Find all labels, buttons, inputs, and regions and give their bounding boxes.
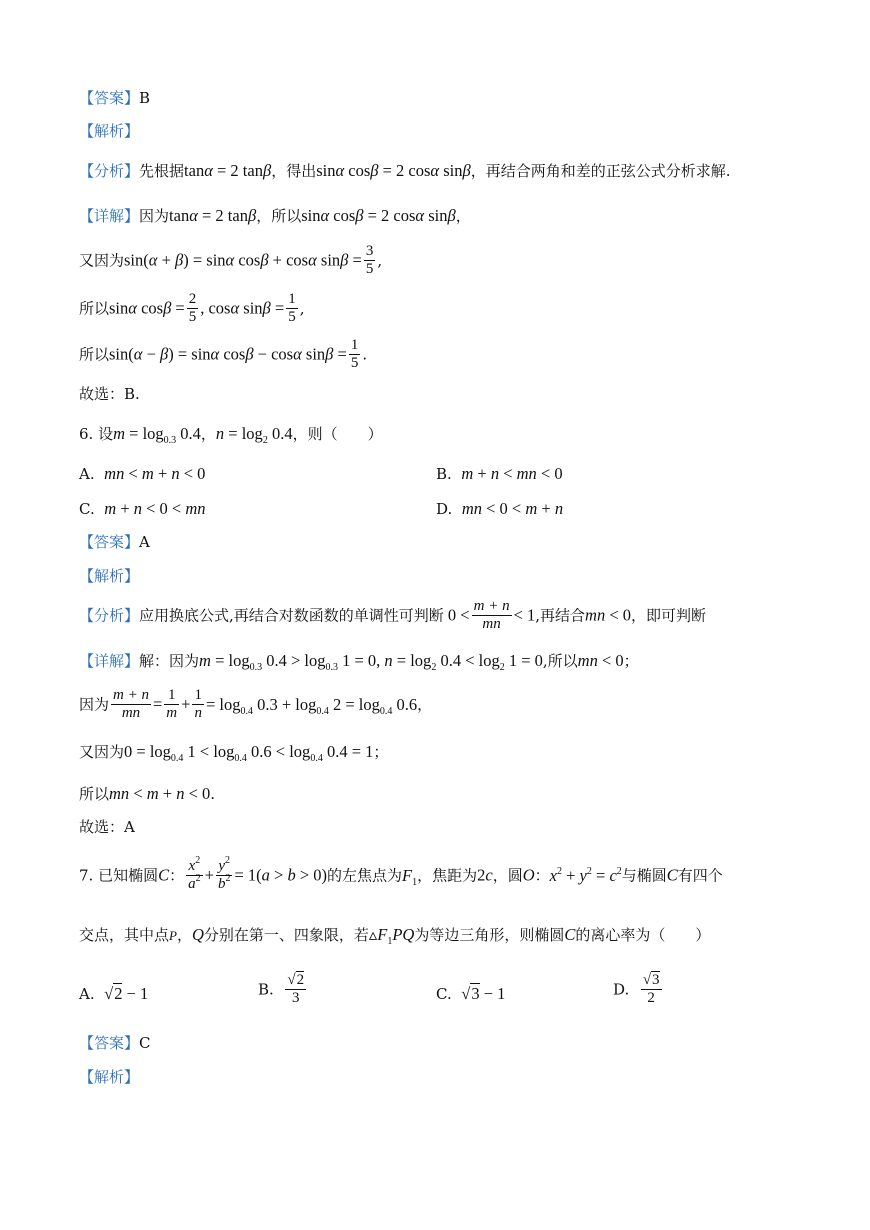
q5-choose: 故选：B.	[79, 385, 140, 403]
q7-option-a: A. √2 − 1	[79, 984, 149, 1003]
q7-option-b: B. $\frac{√2}{3}$	[258, 972, 305, 1007]
q5-fenxi: 【分析】先根据tanα = 2 tanβ，得出sinα cosβ = 2 cosα sinβ，再结合两角和差的正弦公式分析求解.	[79, 161, 731, 180]
q7-option-c: C. √3 − 1	[436, 984, 506, 1003]
q6-option-c: C. m + n < 0 < mn	[79, 499, 206, 518]
q5-answer	[79, 91, 150, 106]
q6-line4: 所以mn < m + n < 0.	[79, 784, 216, 803]
q7-answer: 【答案】C	[79, 1034, 151, 1052]
q7-stem-line1: 7. 已知椭圆C： $\frac{x^2}{a^2}$ + $\frac{y^2}{b^2}$ = 1(a > b > 0)的左焦点为$F_1$，焦距为2c，圆O：$x^2 + y^2 = c^2$与椭圆C有四个	[79, 855, 723, 893]
formula: tanα = 2 tanβ	[184, 161, 272, 180]
q6-option-a: A. mn < m + n < 0	[79, 464, 206, 483]
q5-line4: 所以sin(α − β) = sinα cosβ − cosα sinβ = $\frac{1}{5}$ .	[79, 337, 368, 372]
q7-stem-line2: 交点，其中点P，Q分别在第一、四象限，若$▵F_1PQ$为等边三角形，则椭圆C的离心率为（ ）	[79, 925, 711, 947]
q6-choose: 故选：A	[79, 818, 135, 836]
q6-answer: 【答案】A	[79, 533, 150, 551]
formula: sinα cosβ = 2 cosα sinβ	[316, 161, 471, 180]
q6-line2: 因为 $\frac{m + n}{mn}$ = $\frac{1}{m}$ + $\frac{1}{n}$ = $\log_{0.4} 0.3 + \log_{0.4} 2 = \log_{0.4} 0.6$，	[79, 687, 433, 722]
analysis-tag: 【解析】	[79, 567, 140, 585]
analysis-tag: 【解析】	[79, 122, 140, 140]
q6-stem: 6. 设$m = \log_{0.3} 0.4$，$n = \log_2 0.4$，则（ ）	[79, 424, 383, 446]
q6-fenxi: 【分析】应用换底公式,再结合对数函数的单调性可判断 0 < $\frac{m + n}{mn}$ < 1,再结合mn < 0，即可判断	[79, 598, 707, 633]
analysis-tag: 【解析】	[79, 1068, 140, 1086]
q6-line3: 又因为$0 = \log_{0.4} 1 < \log_{0.4} 0.6 < \log_{0.4} 0.4 = 1$；	[79, 742, 389, 764]
q5-line3: 所以sinα cosβ = $\frac{2}{5}$ , cosα sinβ = $\frac{1}{5}$ ,	[79, 291, 305, 326]
q6-option-b: B. m + n < mn < 0	[436, 464, 563, 483]
q7-option-d: D. $\frac{√3}{2}$	[613, 972, 660, 1007]
q6-xiangjie: 【详解】解：因为$m = \log_{0.3} 0.4 > \log_{0.3} 1 = 0$, $n = \log_2 0.4 < \log_2 1 = 0$,所以mn < 0；	[79, 651, 639, 673]
answer-tag: 【答案】	[79, 89, 140, 107]
q5-line2: 又因为sin(α + β) = sinα cosβ + cosα sinβ = $\frac{3}{5}$ ,	[79, 243, 383, 278]
answer-value: B	[139, 89, 151, 107]
q5-xiangjie: 【详解】因为tanα = 2 tanβ，所以sinα cosβ = 2 cosα sinβ，	[79, 206, 471, 225]
q6-option-d: D. mn < 0 < m + n	[436, 499, 564, 518]
